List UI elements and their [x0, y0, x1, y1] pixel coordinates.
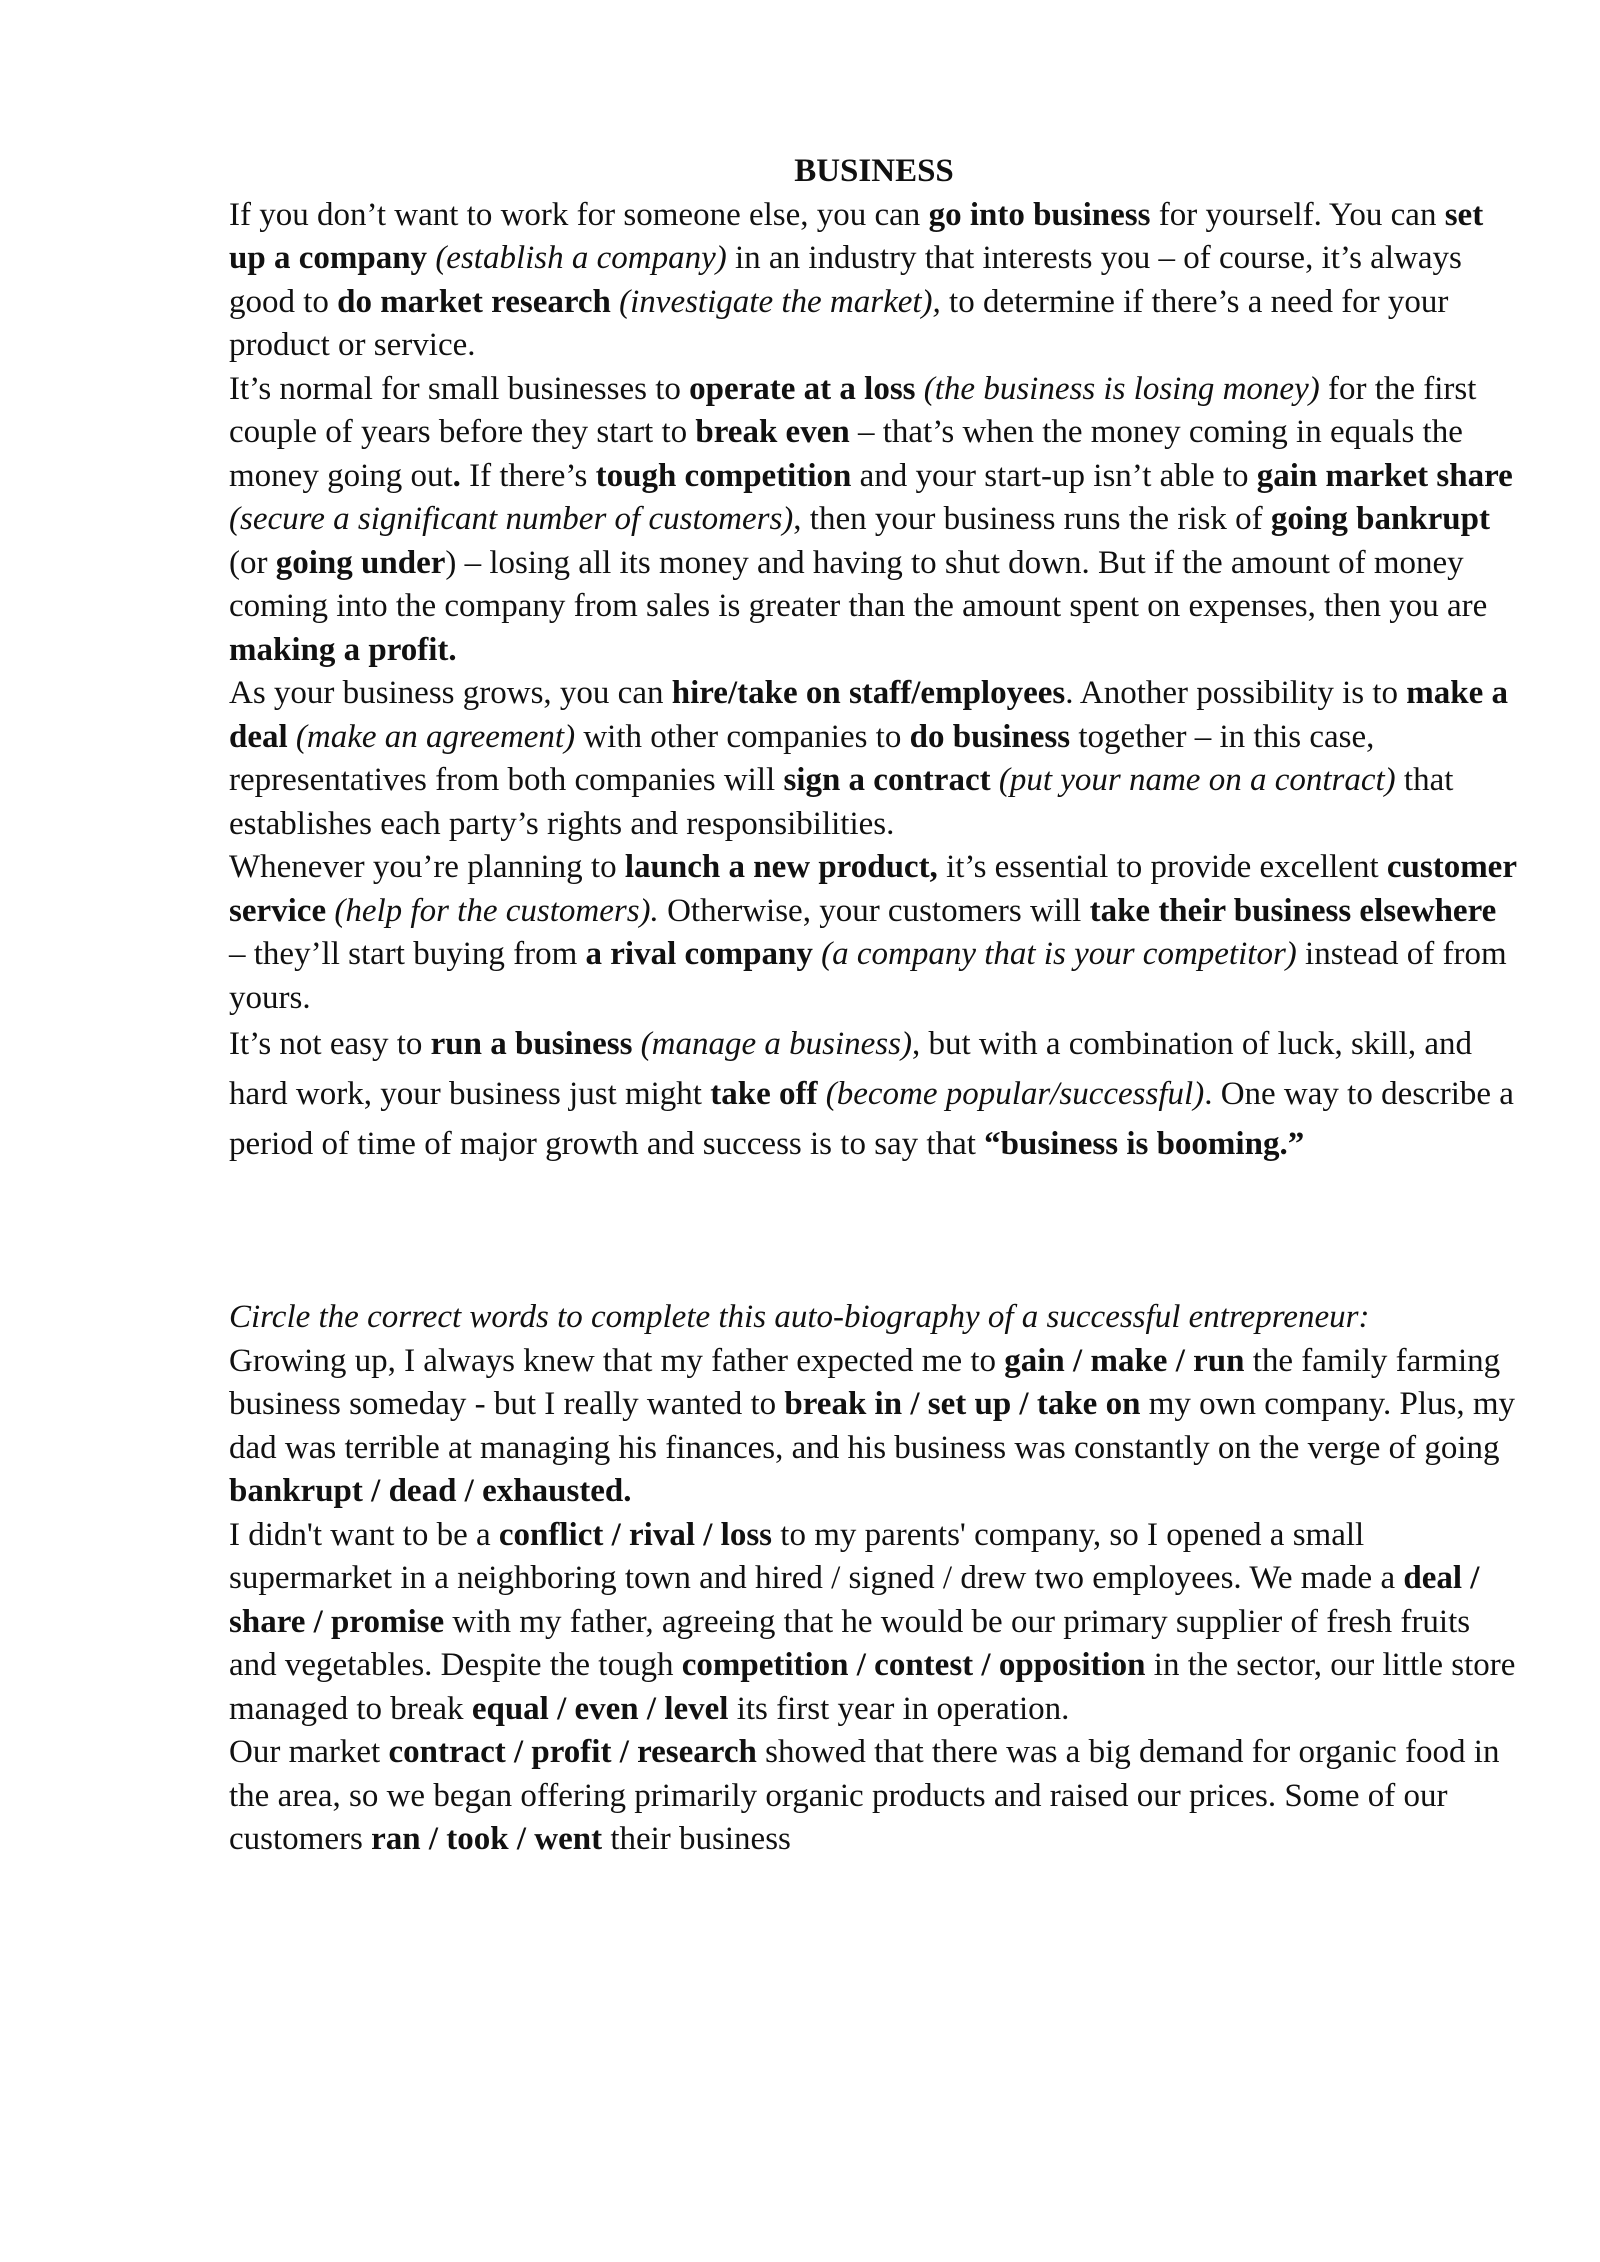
italic-definition: (help for the customers).: [334, 892, 659, 929]
text-run: in an industry that interests you – of course, it’s always good to: [229, 240, 1462, 320]
italic-definition: (the business is losing money): [923, 370, 1320, 407]
italic-definition: (secure a significant number of customers): [229, 501, 794, 537]
bold-term: ran / took / went: [371, 1821, 603, 1857]
bold-term: going bankrupt: [1270, 501, 1491, 537]
bold-term: set up a company: [229, 196, 1484, 276]
text-run: its first year in operation.: [728, 1690, 1070, 1727]
exercise-paragraph: [229, 1731, 1519, 1862]
italic-definition: (establish a company): [435, 240, 727, 276]
text-run: for yourself. You can: [1150, 196, 1445, 233]
italic-definition: (put your name on a contract): [998, 762, 1396, 798]
text-run: and your start-up isn’t able to: [851, 457, 1257, 494]
text-run: – that’s when the money coming in equals the money going out: [229, 414, 1463, 494]
reading-paragraph: [229, 1019, 1519, 1169]
bold-term: hire/take on staff/employees: [671, 675, 1066, 711]
text-run: the family farming business someday - but I really wanted to: [229, 1342, 1501, 1422]
bold-term: gain / make / run: [1004, 1342, 1245, 1379]
bold-term: run a business: [430, 1026, 633, 1062]
bold-term: conflict / rival / loss: [498, 1516, 773, 1553]
text-run: If you don’t want to work for someone else, you can: [229, 196, 929, 233]
bold-term: a rival company: [585, 936, 813, 972]
section-spacer: [229, 1169, 1519, 1296]
text-run: with other companies to: [575, 718, 910, 755]
bold-term: “business is booming.”: [984, 1126, 1305, 1162]
text-run: If there’s: [460, 457, 596, 494]
reading-section: [229, 194, 1519, 1170]
bold-term: operate at a loss: [689, 370, 916, 407]
italic-definition: (make an agreement): [295, 718, 576, 755]
bold-term: equal / even / level: [471, 1690, 729, 1727]
text-run: showed that there was a big demand for organic food in the area, so we began offering primarily organic products and raised our prices. Some of our customers: [229, 1734, 1500, 1857]
text-run: together – in this case, representatives from both companies will: [229, 718, 1375, 798]
bold-term: going under: [275, 544, 446, 581]
bold-term: make a deal: [229, 675, 1509, 755]
text-run: Otherwise, your customers will: [658, 892, 1090, 929]
exercise-paragraph: [229, 1340, 1519, 1514]
text-run: Whenever you’re planning to: [229, 849, 625, 885]
text-run: with my father, agreeing that he would be our primary supplier of fresh fruits and vegetables. Despite the tough: [229, 1603, 1471, 1683]
text-run: their business: [602, 1821, 791, 1857]
bold-term: .: [452, 457, 461, 494]
text-run: ) – losing all its money and having to shut down. But if the amount of money coming into the company from sales is greater than the amount spent on expenses, then you are: [229, 544, 1488, 624]
text-run: for the first couple of years before they start to: [229, 370, 1477, 450]
italic-definition: (manage a business): [640, 1026, 912, 1062]
reading-paragraph: [229, 672, 1519, 846]
bold-term: competition / contest / opposition: [681, 1647, 1146, 1683]
bold-term: bankrupt / dead / exhausted.: [229, 1473, 632, 1509]
bold-term: break in / set up / take on: [784, 1386, 1141, 1422]
exercise-instruction: [229, 1296, 1519, 1340]
bold-term: break even: [695, 414, 850, 450]
text-run: that establishes each party’s rights and responsibilities.: [229, 762, 1454, 842]
text-run: It’s normal for small businesses to: [229, 370, 690, 407]
text-run: [991, 762, 999, 798]
bold-term: take their business elsewhere: [1089, 892, 1497, 929]
bold-term: deal / share / promise: [229, 1560, 1480, 1640]
bold-term: go into business: [928, 196, 1151, 233]
bold-term: do market research: [337, 283, 611, 320]
text-run: . One way to describe a period of time of major growth and success is to say that: [229, 1076, 1514, 1162]
text-run: my own company. Plus, my dad was terrible at managing his finances, and his business was constantly on the verge of going: [229, 1386, 1516, 1466]
text-run: As your business grows, you can: [229, 675, 672, 711]
bold-term: making a profit.: [229, 631, 457, 668]
bold-term: gain market share: [1256, 457, 1513, 494]
bold-term: tough competition: [595, 457, 852, 494]
bold-term: sign a contract: [783, 762, 991, 798]
document-body: [229, 150, 1519, 1862]
italic-definition: (become popular/successful): [825, 1076, 1205, 1112]
reading-paragraph: [229, 194, 1519, 368]
text-run: [817, 1076, 825, 1112]
text-run: [611, 284, 619, 320]
text-run: – they’ll start buying from: [229, 936, 586, 972]
text-run: to my parents' company, so I opened a small supermarket in a neighboring town and hired / signed / drew two employees. We made a: [229, 1516, 1404, 1596]
text-run: Growing up, I always knew that my father expected me to: [229, 1342, 1005, 1379]
bold-term: contract / profit / research: [388, 1734, 757, 1770]
text-run: [916, 371, 924, 407]
text-run: I didn't want to be a: [229, 1516, 499, 1553]
reading-paragraph: [229, 846, 1519, 1020]
italic-definition: (investigate the market),: [619, 283, 941, 320]
bold-term: customer service: [229, 849, 1517, 929]
reading-paragraph: [229, 368, 1519, 673]
bold-term: take off: [710, 1076, 818, 1112]
exercise-section: [229, 1296, 1519, 1862]
text-run: [813, 936, 821, 972]
text-run: [632, 1026, 640, 1062]
text-run: , but with a combination of luck, skill, and hard work, your business just might: [229, 1026, 1472, 1112]
text-run: to determine if there’s a need for your product or service.: [229, 283, 1449, 363]
exercise-instruction-text: Circle the correct words to complete this auto-biography of a successful entrepreneur:: [229, 1299, 1370, 1335]
text-run: instead of from yours.: [229, 936, 1507, 1016]
bold-term: do business: [909, 718, 1071, 755]
text-run: in the sector, our little store managed to break: [229, 1647, 1516, 1727]
text-run: [288, 719, 296, 755]
text-run: it’s essential to provide excellent: [937, 849, 1387, 885]
text-run: Our market: [229, 1734, 389, 1770]
italic-definition: (a company that is your competitor): [821, 936, 1297, 972]
text-run: (or: [229, 544, 276, 581]
bold-term: launch a new product,: [624, 849, 938, 885]
text-run: It’s not easy to: [229, 1026, 431, 1062]
document-title: BUSINESS: [794, 153, 954, 189]
exercise-paragraph: [229, 1514, 1519, 1732]
text-run: , then your business runs the risk of: [793, 501, 1271, 537]
text-run: . Another possibility is to: [1065, 675, 1407, 711]
